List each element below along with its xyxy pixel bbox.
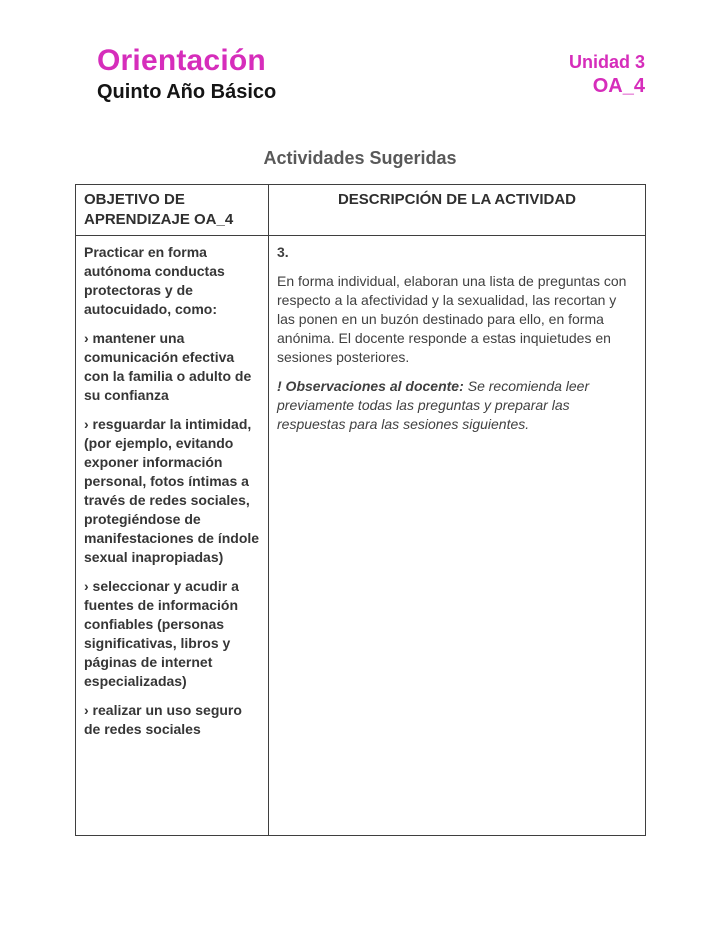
column-header-description: DESCRIPCIÓN DE LA ACTIVIDAD bbox=[269, 185, 646, 236]
activity-number: 3. bbox=[277, 244, 289, 260]
objective-bullet: › realizar un uso seguro de redes sociales bbox=[84, 702, 242, 737]
objective-bullet: › seleccionar y acudir a fuentes de información confiables (personas significativas, libros y páginas de internet especializadas) bbox=[84, 578, 239, 689]
activity-description: En forma individual, elaboran una lista de preguntas con respecto a la afectividad y la sexualidad, las recortan y las ponen en un buzón destinado para ello, en forma anónima. El docente responde a estas inquietudes en sesiones posteriores. bbox=[277, 273, 627, 365]
column-header-objective: OBJETIVO DE APRENDIZAJE OA_4 bbox=[76, 185, 269, 236]
unit-label: Unidad 3 bbox=[568, 52, 645, 72]
subject-title: Orientación bbox=[97, 44, 266, 77]
header-left bbox=[97, 44, 276, 104]
document-header bbox=[97, 44, 645, 104]
objective-cell bbox=[76, 236, 269, 836]
table-header-row bbox=[76, 185, 646, 236]
objective-bullet: › resguardar la intimidad, (por ejemplo, evitando exponer información personal, fotos íntimas a través de redes sociales, protegiéndose de manifestaciones de índole sexual inapropiadas) bbox=[84, 416, 260, 565]
oa-code-label: OA_4 bbox=[592, 75, 645, 97]
table-body-row bbox=[76, 236, 646, 836]
page-title: Actividades Sugeridas bbox=[263, 148, 457, 168]
activity-cell bbox=[269, 236, 646, 836]
teacher-note-text: Se recomienda leer previamente todas las preguntas y preparar las respuestas para las sesiones siguientes. bbox=[277, 378, 590, 432]
activities-table bbox=[75, 184, 646, 836]
objective-intro: Practicar en forma autónoma conductas protectoras y de autocuidado, como: bbox=[84, 244, 225, 317]
objective-bullet: › mantener una comunicación efectiva con la familia o adulto de su confianza bbox=[84, 330, 252, 403]
teacher-note-label: ! Observaciones al docente: bbox=[277, 378, 464, 394]
header-right bbox=[569, 44, 645, 99]
grade-title: Quinto Año Básico bbox=[97, 81, 277, 103]
teacher-note bbox=[277, 377, 637, 434]
